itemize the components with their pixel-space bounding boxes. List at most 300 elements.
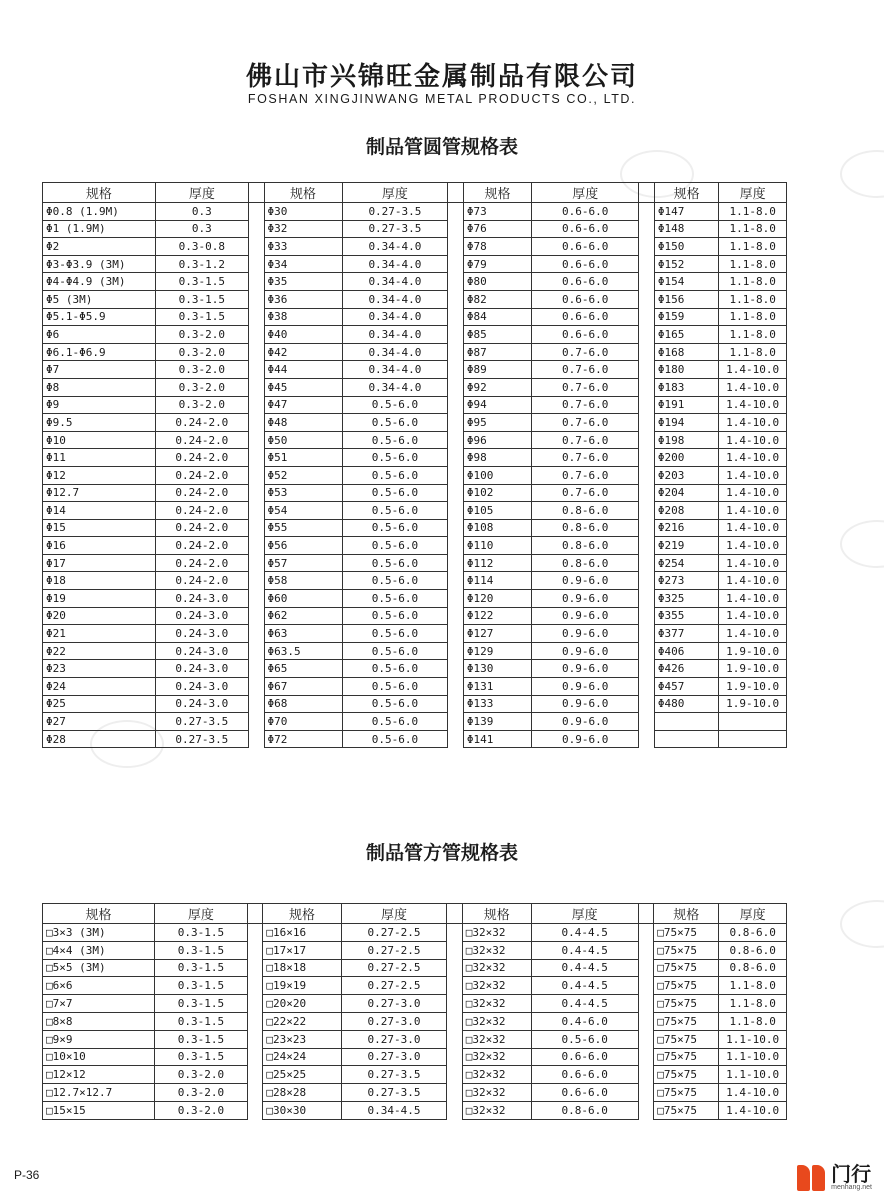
menhang-logo — [797, 1164, 872, 1191]
spec-cell: Φ6 — [43, 326, 156, 344]
table-row — [43, 1030, 787, 1048]
spec-cell: □6×6 — [43, 977, 155, 995]
thickness-cell: 0.5-6.0 — [342, 484, 448, 502]
spec-cell: Φ98 — [463, 449, 531, 467]
table-row — [43, 995, 787, 1013]
spec-cell: Φ20 — [43, 607, 156, 625]
col-header-spec: 规格 — [264, 183, 342, 203]
thickness-cell: 0.27-3.5 — [341, 1066, 447, 1084]
spec-cell: Φ6.1-Φ6.9 — [43, 343, 156, 361]
table-row — [43, 361, 787, 379]
spec-cell: Φ60 — [264, 590, 342, 608]
spec-cell: □18×18 — [263, 959, 341, 977]
thickness-cell: 0.3-1.5 — [154, 959, 247, 977]
spec-cell: Φ139 — [463, 713, 531, 731]
spec-cell: □22×22 — [263, 1012, 341, 1030]
spec-cell: Φ28 — [43, 730, 156, 748]
spec-cell: Φ70 — [264, 713, 342, 731]
thickness-cell: 0.3-2.0 — [155, 396, 248, 414]
thickness-cell: 0.7-6.0 — [532, 414, 639, 432]
table-row — [43, 572, 787, 590]
spec-cell: Φ2 — [43, 238, 156, 256]
thickness-cell: 0.5-6.0 — [342, 431, 448, 449]
table-row — [43, 414, 787, 432]
table-row — [43, 203, 787, 221]
table-row — [43, 959, 787, 977]
thickness-cell: 0.24-2.0 — [155, 484, 248, 502]
spec-cell: □23×23 — [263, 1030, 341, 1048]
thickness-cell: 0.34-4.0 — [342, 273, 448, 291]
spec-cell: Φ165 — [654, 326, 718, 344]
table-row — [43, 713, 787, 731]
thickness-cell: 0.3-2.0 — [155, 343, 248, 361]
thickness-cell: 0.5-6.0 — [531, 1030, 638, 1048]
spec-cell: Φ129 — [463, 642, 531, 660]
thickness-cell: 0.9-6.0 — [532, 695, 639, 713]
thickness-cell: 0.3 — [155, 203, 248, 221]
spec-cell: Φ84 — [463, 308, 531, 326]
thickness-cell: 0.24-3.0 — [155, 607, 248, 625]
thickness-cell: 0.9-6.0 — [532, 678, 639, 696]
spec-cell: Φ45 — [264, 378, 342, 396]
thickness-cell: 0.27-3.5 — [342, 203, 448, 221]
thickness-cell: 1.4-10.0 — [719, 519, 787, 537]
thickness-cell: 0.5-6.0 — [342, 449, 448, 467]
thickness-cell: 0.4-6.0 — [531, 1012, 638, 1030]
spec-cell: □32×32 — [462, 1048, 531, 1066]
spec-cell: Φ112 — [463, 554, 531, 572]
spec-cell: Φ63 — [264, 625, 342, 643]
spec-cell: Φ154 — [654, 273, 718, 291]
table-row — [43, 308, 787, 326]
thickness-cell: 0.5-6.0 — [342, 695, 448, 713]
spec-cell: Φ11 — [43, 449, 156, 467]
spec-cell: Φ36 — [264, 290, 342, 308]
thickness-cell: 0.8-6.0 — [532, 554, 639, 572]
table-row — [43, 273, 787, 291]
spec-cell: □32×32 — [462, 1012, 531, 1030]
spec-cell: Φ102 — [463, 484, 531, 502]
thickness-cell: 0.27-3.5 — [342, 220, 448, 238]
thickness-cell: 0.3-1.5 — [154, 924, 247, 942]
col-header-spec: 规格 — [463, 183, 531, 203]
thickness-cell: 0.5-6.0 — [342, 396, 448, 414]
thickness-cell: 1.4-10.0 — [719, 625, 787, 643]
thickness-cell: 0.3-2.0 — [155, 378, 248, 396]
thickness-cell: 0.6-6.0 — [532, 290, 639, 308]
thickness-cell: 1.4-10.0 — [719, 361, 787, 379]
thickness-cell: 0.9-6.0 — [532, 607, 639, 625]
spec-cell: Φ30 — [264, 203, 342, 221]
spec-cell: □75×75 — [654, 1066, 719, 1084]
spec-cell: □5×5 (3M) — [43, 959, 155, 977]
table-row — [43, 343, 787, 361]
thickness-cell: 0.7-6.0 — [532, 431, 639, 449]
thickness-cell: 0.27-2.5 — [341, 977, 447, 995]
spec-cell: Φ95 — [463, 414, 531, 432]
spec-cell: □4×4 (3M) — [43, 941, 155, 959]
thickness-cell: 0.6-6.0 — [531, 1084, 638, 1102]
table-row — [43, 502, 787, 520]
col-header-thickness: 厚度 — [531, 904, 638, 924]
spec-cell: Φ120 — [463, 590, 531, 608]
thickness-cell: 0.24-3.0 — [155, 660, 248, 678]
table-row — [43, 977, 787, 995]
spec-cell: Φ21 — [43, 625, 156, 643]
thickness-cell: 0.5-6.0 — [342, 660, 448, 678]
thickness-cell: 1.1-10.0 — [719, 1048, 787, 1066]
thickness-cell: 0.24-3.0 — [155, 642, 248, 660]
spec-cell: Φ16 — [43, 537, 156, 555]
thickness-cell: 0.34-4.0 — [342, 361, 448, 379]
thickness-cell: 1.4-10.0 — [719, 431, 787, 449]
spec-cell: Φ198 — [654, 431, 718, 449]
thickness-cell: 0.9-6.0 — [532, 642, 639, 660]
thickness-cell: 0.27-2.5 — [341, 941, 447, 959]
thickness-cell: 1.9-10.0 — [719, 660, 787, 678]
col-header-thickness: 厚度 — [341, 904, 447, 924]
thickness-cell: 0.34-4.0 — [342, 326, 448, 344]
spec-cell: Φ152 — [654, 255, 718, 273]
spec-cell: Φ108 — [463, 519, 531, 537]
table-row — [43, 1101, 787, 1119]
spec-cell: Φ78 — [463, 238, 531, 256]
logo-text-cn: 门行 — [831, 1162, 872, 1186]
thickness-cell: 0.3-0.8 — [155, 238, 248, 256]
spec-cell: Φ79 — [463, 255, 531, 273]
thickness-cell: 0.27-3.0 — [341, 995, 447, 1013]
thickness-cell: 0.24-2.0 — [155, 414, 248, 432]
thickness-cell: 0.34-4.0 — [342, 308, 448, 326]
thickness-cell: 0.5-6.0 — [342, 572, 448, 590]
spec-cell: Φ52 — [264, 466, 342, 484]
spec-cell: Φ273 — [654, 572, 718, 590]
spec-cell: Φ68 — [264, 695, 342, 713]
spec-cell: Φ156 — [654, 290, 718, 308]
spec-cell: Φ194 — [654, 414, 718, 432]
thickness-cell: 0.5-6.0 — [342, 678, 448, 696]
thickness-cell: 1.4-10.0 — [719, 537, 787, 555]
square-table-title: 制品管方管规格表 — [365, 842, 518, 864]
table-row — [43, 730, 787, 748]
spec-cell: Φ1 (1.9M) — [43, 220, 156, 238]
spec-cell: □32×32 — [462, 924, 531, 942]
spec-cell: Φ15 — [43, 519, 156, 537]
thickness-cell: 0.8-6.0 — [719, 924, 787, 942]
thickness-cell: 0.6-6.0 — [531, 1066, 638, 1084]
thickness-cell: 0.5-6.0 — [342, 414, 448, 432]
spec-cell: Φ53 — [264, 484, 342, 502]
thickness-cell: 0.24-2.0 — [155, 502, 248, 520]
thickness-cell: 1.1-8.0 — [719, 308, 787, 326]
table-row — [43, 607, 787, 625]
spec-cell: Φ35 — [264, 273, 342, 291]
spec-cell: □15×15 — [43, 1101, 155, 1119]
spec-cell: Φ18 — [43, 572, 156, 590]
table-row — [43, 537, 787, 555]
round-table-title: 制品管圆管规格表 — [365, 136, 518, 158]
thickness-cell: 1.1-8.0 — [719, 273, 787, 291]
spec-cell: Φ72 — [264, 730, 342, 748]
spec-cell: Φ204 — [654, 484, 718, 502]
table-row — [43, 220, 787, 238]
spec-cell: Φ80 — [463, 273, 531, 291]
thickness-cell: 0.3-2.0 — [155, 361, 248, 379]
spec-cell: Φ94 — [463, 396, 531, 414]
thickness-cell: 1.4-10.0 — [719, 1101, 787, 1119]
thickness-cell: 0.34-4.0 — [342, 343, 448, 361]
thickness-cell: 0.27-3.0 — [341, 1012, 447, 1030]
watermark-logo-icon — [840, 520, 884, 568]
thickness-cell: 1.4-10.0 — [719, 484, 787, 502]
thickness-cell: 0.27-3.0 — [341, 1048, 447, 1066]
table-row — [43, 924, 787, 942]
spec-cell: Φ191 — [654, 396, 718, 414]
thickness-cell: 0.7-6.0 — [532, 378, 639, 396]
spec-cell: Φ150 — [654, 238, 718, 256]
spec-cell: Φ208 — [654, 502, 718, 520]
thickness-cell: 0.5-6.0 — [342, 625, 448, 643]
thickness-cell: 0.7-6.0 — [532, 361, 639, 379]
thickness-cell: 0.3-2.0 — [154, 1066, 247, 1084]
table-row — [43, 941, 787, 959]
page-number: P-36 — [14, 1168, 40, 1182]
thickness-cell: 0.3-2.0 — [154, 1101, 247, 1119]
thickness-cell: 1.1-10.0 — [719, 1066, 787, 1084]
spec-cell: □25×25 — [263, 1066, 341, 1084]
thickness-cell: 0.3-2.0 — [155, 326, 248, 344]
table-row — [43, 238, 787, 256]
spec-cell: Φ130 — [463, 660, 531, 678]
spec-cell: Φ110 — [463, 537, 531, 555]
thickness-cell: 0.3-1.5 — [154, 1048, 247, 1066]
spec-cell: □32×32 — [462, 977, 531, 995]
thickness-cell: 0.9-6.0 — [532, 660, 639, 678]
thickness-cell: 0.3-1.5 — [154, 941, 247, 959]
thickness-cell: 0.9-6.0 — [532, 730, 639, 748]
thickness-cell: 1.4-10.0 — [719, 378, 787, 396]
spec-cell: Φ131 — [463, 678, 531, 696]
table-row — [43, 554, 787, 572]
thickness-cell: 1.1-8.0 — [719, 977, 787, 995]
thickness-cell: 0.7-6.0 — [532, 343, 639, 361]
spec-cell: Φ4-Φ4.9 (3M) — [43, 273, 156, 291]
spec-cell — [654, 713, 718, 731]
spec-cell: □75×75 — [654, 1012, 719, 1030]
spec-cell: □9×9 — [43, 1030, 155, 1048]
thickness-cell: 0.8-6.0 — [719, 941, 787, 959]
thickness-cell: 1.1-8.0 — [719, 290, 787, 308]
spec-cell: Φ62 — [264, 607, 342, 625]
round-tube-spec-table — [42, 182, 787, 748]
col-header-spec: 规格 — [462, 904, 531, 924]
thickness-cell: 0.3-1.2 — [155, 255, 248, 273]
thickness-cell: 1.4-10.0 — [719, 1084, 787, 1102]
thickness-cell: 1.1-8.0 — [719, 238, 787, 256]
spec-cell: Φ141 — [463, 730, 531, 748]
thickness-cell: 0.4-4.5 — [531, 995, 638, 1013]
col-header-spec: 规格 — [43, 904, 155, 924]
thickness-cell: 0.34-4.0 — [342, 378, 448, 396]
thickness-cell: 1.4-10.0 — [719, 502, 787, 520]
thickness-cell: 0.5-6.0 — [342, 642, 448, 660]
thickness-cell: 1.4-10.0 — [719, 396, 787, 414]
spec-cell: Φ122 — [463, 607, 531, 625]
company-name-cn: 佛山市兴锦旺金属制品有限公司 — [245, 62, 638, 92]
spec-cell: □75×75 — [654, 977, 719, 995]
col-header-thickness: 厚度 — [532, 183, 639, 203]
spec-cell: Φ148 — [654, 220, 718, 238]
spec-cell: Φ325 — [654, 590, 718, 608]
spec-cell: □12×12 — [43, 1066, 155, 1084]
spec-cell: Φ203 — [654, 466, 718, 484]
col-header-spec: 规格 — [263, 904, 341, 924]
spec-cell: Φ87 — [463, 343, 531, 361]
spec-cell: Φ9 — [43, 396, 156, 414]
thickness-cell: 0.9-6.0 — [532, 572, 639, 590]
spec-cell: Φ480 — [654, 695, 718, 713]
spec-cell: Φ19 — [43, 590, 156, 608]
spec-cell: Φ92 — [463, 378, 531, 396]
spec-cell: □32×32 — [462, 1084, 531, 1102]
thickness-cell: 1.4-10.0 — [719, 590, 787, 608]
spec-cell: Φ25 — [43, 695, 156, 713]
thickness-cell: 0.34-4.0 — [342, 255, 448, 273]
square-tube-spec-table — [42, 903, 787, 1120]
spec-cell: □17×17 — [263, 941, 341, 959]
thickness-cell: 0.6-6.0 — [531, 1048, 638, 1066]
col-header-thickness: 厚度 — [342, 183, 448, 203]
thickness-cell: 0.5-6.0 — [342, 537, 448, 555]
spec-cell: Φ27 — [43, 713, 156, 731]
thickness-cell: 1.9-10.0 — [719, 642, 787, 660]
spec-cell: □3×3 (3M) — [43, 924, 155, 942]
thickness-cell: 0.3-1.5 — [154, 995, 247, 1013]
table-row — [43, 290, 787, 308]
logo-mark-icon — [797, 1165, 827, 1191]
thickness-cell: 1.1-10.0 — [719, 1030, 787, 1048]
watermark-logo-icon — [840, 900, 884, 948]
spec-cell: □32×32 — [462, 1030, 531, 1048]
spec-cell: Φ73 — [463, 203, 531, 221]
spec-cell: Φ24 — [43, 678, 156, 696]
spec-cell: □12.7×12.7 — [43, 1084, 155, 1102]
thickness-cell — [719, 713, 787, 731]
table-row — [43, 431, 787, 449]
table-row — [43, 449, 787, 467]
thickness-cell: 0.4-4.5 — [531, 959, 638, 977]
thickness-cell: 0.3-2.0 — [154, 1084, 247, 1102]
thickness-cell: 1.9-10.0 — [719, 678, 787, 696]
thickness-cell: 0.24-2.0 — [155, 466, 248, 484]
thickness-cell: 0.4-4.5 — [531, 977, 638, 995]
spec-cell: Φ54 — [264, 502, 342, 520]
spec-cell: Φ114 — [463, 572, 531, 590]
spec-cell: □24×24 — [263, 1048, 341, 1066]
table-row — [43, 378, 787, 396]
table-row — [43, 642, 787, 660]
thickness-cell: 0.34-4.0 — [342, 238, 448, 256]
thickness-cell: 0.27-2.5 — [341, 959, 447, 977]
spec-cell: □75×75 — [654, 1048, 719, 1066]
table-row — [43, 1012, 787, 1030]
thickness-cell: 0.3-1.5 — [155, 290, 248, 308]
thickness-cell: 0.9-6.0 — [532, 590, 639, 608]
col-header-spec: 规格 — [654, 183, 718, 203]
col-header-thickness: 厚度 — [719, 183, 787, 203]
thickness-cell: 0.24-2.0 — [155, 572, 248, 590]
thickness-cell: 0.7-6.0 — [532, 466, 639, 484]
thickness-cell: 0.27-3.0 — [341, 1030, 447, 1048]
thickness-cell: 0.24-3.0 — [155, 590, 248, 608]
spec-cell: Φ12.7 — [43, 484, 156, 502]
spec-cell: Φ159 — [654, 308, 718, 326]
spec-cell: □32×32 — [462, 959, 531, 977]
company-name-en: FOSHAN XINGJINWANG METAL PRODUCTS CO., LTD. — [247, 92, 637, 106]
spec-cell: Φ96 — [463, 431, 531, 449]
thickness-cell: 0.5-6.0 — [342, 502, 448, 520]
spec-cell: □10×10 — [43, 1048, 155, 1066]
spec-cell: Φ89 — [463, 361, 531, 379]
spec-cell: Φ82 — [463, 290, 531, 308]
col-header-thickness: 厚度 — [154, 904, 247, 924]
spec-cell: Φ56 — [264, 537, 342, 555]
spec-cell: Φ406 — [654, 642, 718, 660]
spec-cell: Φ67 — [264, 678, 342, 696]
spec-cell: □75×75 — [654, 1030, 719, 1048]
spec-cell: Φ51 — [264, 449, 342, 467]
spec-cell: Φ200 — [654, 449, 718, 467]
thickness-cell: 0.27-2.5 — [341, 924, 447, 942]
thickness-cell: 0.3-1.5 — [155, 308, 248, 326]
spec-cell: Φ168 — [654, 343, 718, 361]
spec-cell: Φ216 — [654, 519, 718, 537]
spec-cell: Φ76 — [463, 220, 531, 238]
spec-cell: Φ5 (3M) — [43, 290, 156, 308]
thickness-cell: 0.7-6.0 — [532, 396, 639, 414]
spec-cell: □32×32 — [462, 941, 531, 959]
spec-cell: □32×32 — [462, 1101, 531, 1119]
thickness-cell: 0.6-6.0 — [532, 273, 639, 291]
thickness-cell: 0.3 — [155, 220, 248, 238]
thickness-cell: 0.5-6.0 — [342, 730, 448, 748]
spec-cell: Φ426 — [654, 660, 718, 678]
thickness-cell: 0.5-6.0 — [342, 590, 448, 608]
spec-cell: □20×20 — [263, 995, 341, 1013]
spec-cell: Φ34 — [264, 255, 342, 273]
table-row — [43, 255, 787, 273]
col-header-spec: 规格 — [43, 183, 156, 203]
thickness-cell: 0.24-2.0 — [155, 519, 248, 537]
thickness-cell: 1.1-8.0 — [719, 255, 787, 273]
spec-cell: Φ377 — [654, 625, 718, 643]
spec-cell: Φ0.8 (1.9M) — [43, 203, 156, 221]
spec-cell: Φ63.5 — [264, 642, 342, 660]
thickness-cell: 1.4-10.0 — [719, 554, 787, 572]
thickness-cell: 1.1-8.0 — [719, 343, 787, 361]
thickness-cell: 0.5-6.0 — [342, 607, 448, 625]
spec-cell: □32×32 — [462, 995, 531, 1013]
thickness-cell: 0.24-2.0 — [155, 537, 248, 555]
spec-cell: Φ40 — [264, 326, 342, 344]
thickness-cell: 0.7-6.0 — [532, 449, 639, 467]
thickness-cell: 1.4-10.0 — [719, 607, 787, 625]
thickness-cell: 0.24-2.0 — [155, 431, 248, 449]
table-row — [43, 660, 787, 678]
thickness-cell: 0.4-4.5 — [531, 941, 638, 959]
table-row — [43, 1084, 787, 1102]
spec-cell: Φ254 — [654, 554, 718, 572]
